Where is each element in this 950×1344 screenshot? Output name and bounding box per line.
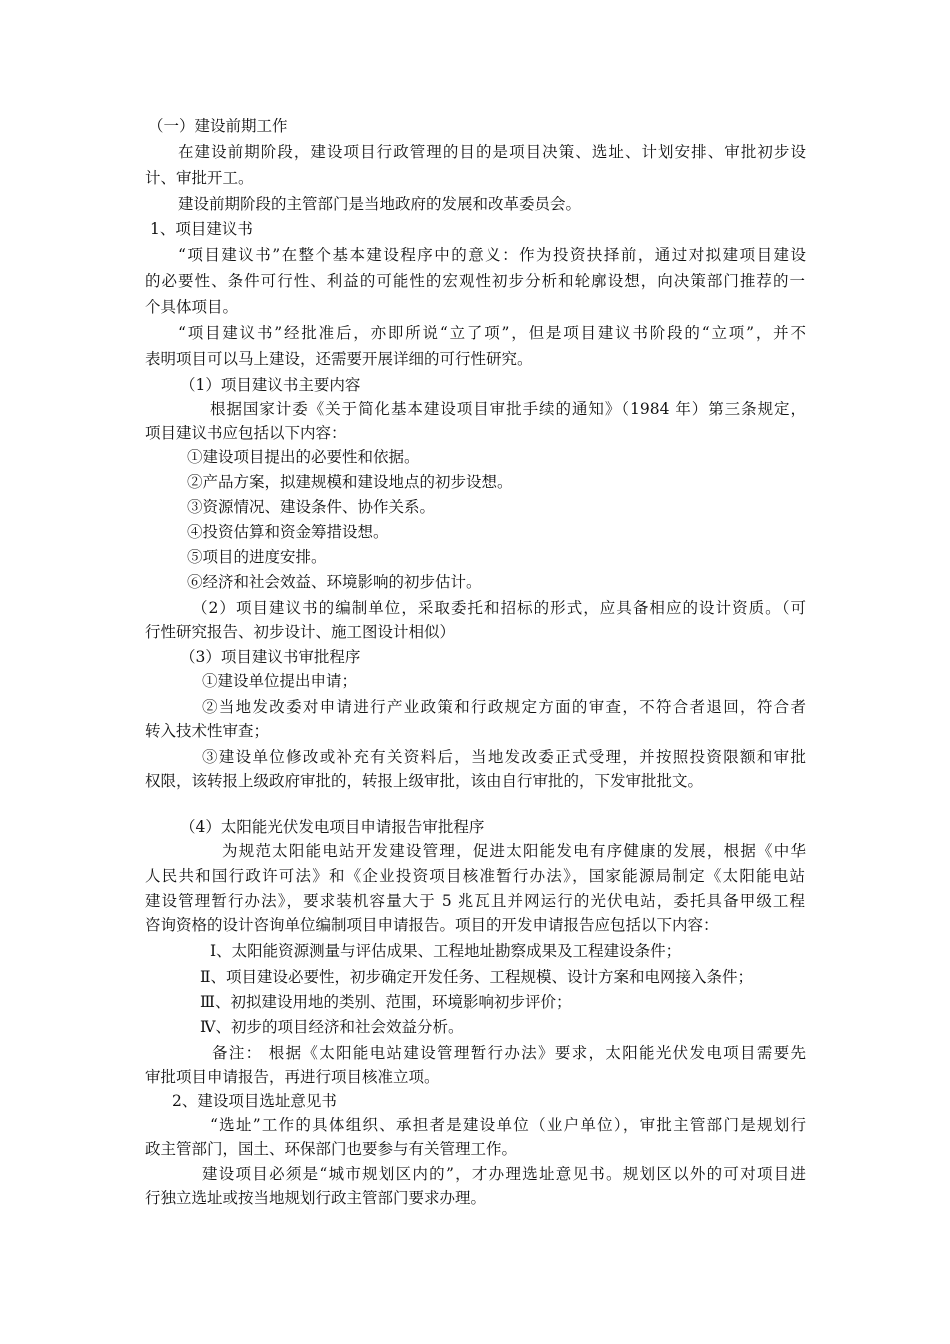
paragraph-line: 行独立选址或按当地规划行政主管部门要求办理。 (145, 1189, 487, 1207)
list-item: ⑥经济和社会效益、环境影响的初步估计。 (187, 573, 482, 591)
paragraph-line: 人民共和国行政许可法》和《企业投资项目核准暂行办法》，国家能源局制定《太阳能电站 (145, 867, 805, 885)
list-item: ②当地发改委对申请进行产业政策和行政规定方面的审查，不符合者退回，符合者 (202, 698, 806, 716)
list-item: ①建设项目提出的必要性和依据。 (187, 448, 420, 466)
list-item: ⑤项目的进度安排。 (187, 548, 327, 566)
paragraph-line: 根据国家计委《关于简化基本建设项目审批手续的通知》（1984 年）第三条规定， (210, 400, 806, 418)
list-item: Ⅰ、太阳能资源测量与评估成果、工程地址勘察成果及工程建设条件； (210, 942, 682, 960)
paragraph-line: 项目建议书应包括以下内容： (145, 424, 347, 442)
note-line: 审批项目申请报告，再进行项目核准立项。 (145, 1068, 440, 1086)
paragraph-line: 为规范太阳能电站开发建设管理，促进太阳能发电有序健康的发展，根据《中华 (222, 842, 806, 860)
paragraph-line: “项目建议书”经批准后，亦即所说“立了项”，但是项目建议书阶段的“立项”，并不 (178, 324, 806, 342)
item-heading: （1）项目建议书主要内容 (180, 376, 361, 394)
paragraph-line: 咨询资格的设计咨询单位编制项目申请报告。项目的开发申请报告应包括以下内容： (145, 916, 719, 934)
subsection-heading: 1、项目建议书 (150, 220, 253, 238)
item-heading: （3）项目建议书审批程序 (180, 648, 361, 666)
paragraph-line: 建设前期阶段的主管部门是当地政府的发展和改革委员会。 (178, 195, 582, 213)
paragraph-line: 计、审批开工。 (145, 169, 254, 187)
paragraph-line: “选址”工作的具体组织、承担者是建设单位（业户单位），审批主管部门是规划行 (210, 1116, 806, 1134)
paragraph-line: 行性研究报告、初步设计、施工图设计相似） (145, 623, 456, 641)
paragraph-line: 政主管部门，国土、环保部门也要参与有关管理工作。 (145, 1140, 518, 1158)
section-heading: （一）建设前期工作 (148, 117, 288, 135)
paragraph-line: 表明项目可以马上建设，还需要开展详细的可行性研究。 (145, 350, 533, 368)
paragraph-line: 建设项目必须是“城市规划区内的”，才办理选址意见书。规划区以外的可对项目进 (202, 1165, 806, 1183)
note-line: 备注： 根据《太阳能电站建设管理暂行办法》要求，太阳能光伏发电项目需要先 (212, 1044, 806, 1062)
paragraph-line: 在建设前期阶段，建设项目行政管理的目的是项目决策、选址、计划安排、审批初步设 (178, 143, 806, 161)
paragraph-line: （2）项目建议书的编制单位，采取委托和招标的形式，应具备相应的设计资质。（可 (192, 599, 806, 617)
list-item: ④投资估算和资金筹措设想。 (187, 523, 389, 541)
paragraph-line: 建设管理暂行办法》，要求装机容量大于 5 兆瓦且并网运行的光伏电站，委托具备甲级工程 (145, 892, 805, 910)
subsection-heading: 2、建设项目选址意见书 (172, 1092, 337, 1110)
list-item: ①建设单位提出申请； (202, 672, 358, 690)
list-item: Ⅳ、初步的项目经济和社会效益分析。 (200, 1018, 464, 1036)
list-item: Ⅲ、初拟建设用地的类别、范围，环境影响初步评价； (200, 993, 572, 1011)
paragraph-line: “项目建议书”在整个基本建设程序中的意义：作为投资抉择前，通过对拟建项目建设 (178, 246, 806, 264)
list-item: ③资源情况、建设条件、协作关系。 (187, 498, 436, 516)
list-item: Ⅱ、项目建设必要性，初步确定开发任务、工程规模、设计方案和电网接入条件； (200, 968, 754, 986)
paragraph-line: 个具体项目。 (145, 298, 239, 316)
list-item: ②产品方案，拟建规模和建设地点的初步设想。 (187, 473, 513, 491)
paragraph-line: 转入技术性审查； (145, 722, 270, 740)
paragraph-line: 的必要性、条件可行性、利益的可能性的宏观性初步分析和轮廓设想，向决策部门推荐的一 (145, 272, 805, 290)
item-heading: （4）太阳能光伏发电项目申请报告审批程序 (180, 818, 485, 836)
list-item: ③建设单位修改或补充有关资料后，当地发改委正式受理，并按照投资限额和审批 (202, 748, 806, 766)
paragraph-line: 权限，该转报上级政府审批的，转报上级审批，该由自行审批的，下发审批批文。 (145, 772, 704, 790)
